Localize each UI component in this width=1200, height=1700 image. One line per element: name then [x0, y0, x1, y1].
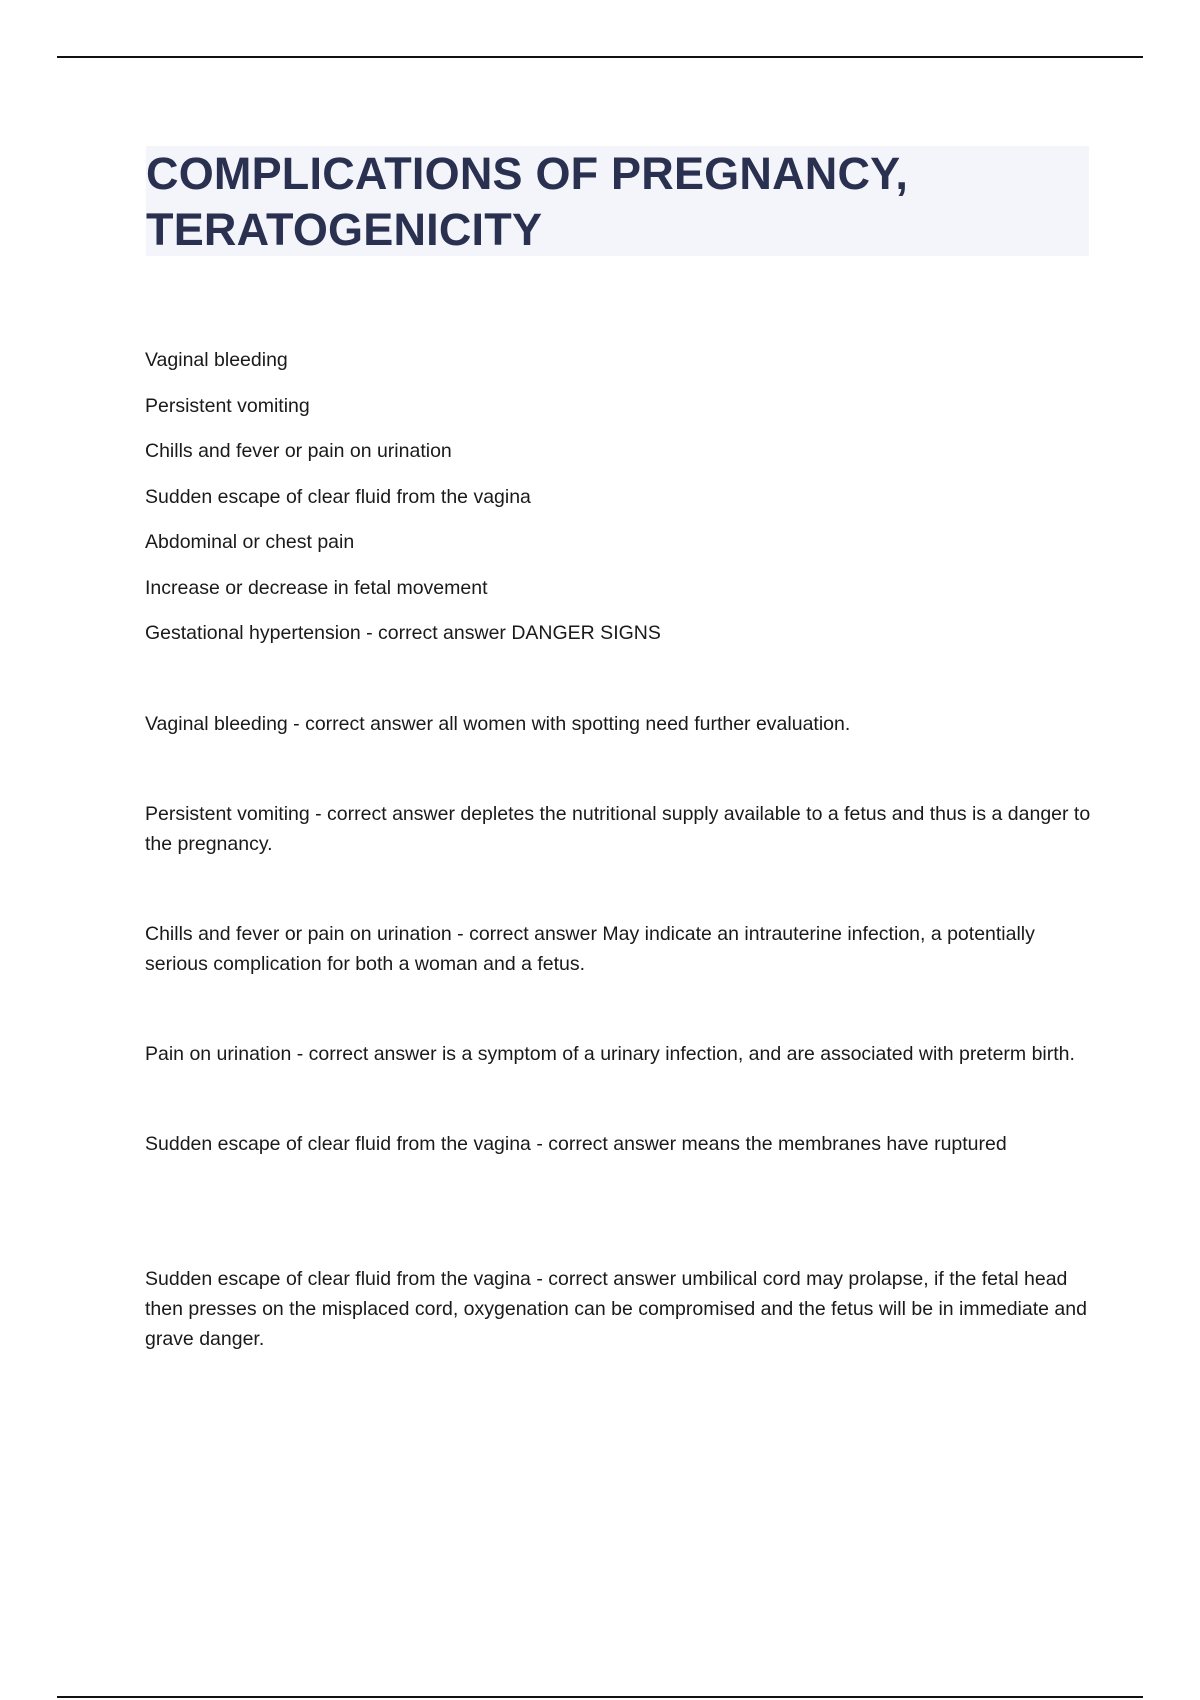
title-block: [146, 146, 1089, 256]
qa-paragraph: Chills and fever or pain on urination - correct answer May indicate an intrauterine infection, a potentially serious complication for both a woman and a fetus.: [145, 922, 1035, 975]
qa-paragraph: Sudden escape of clear fluid from the vagina - correct answer means the membranes have ruptured: [145, 1132, 1007, 1155]
list-item: Chills and fever or pain on urination: [145, 440, 452, 462]
list-item: Persistent vomiting: [145, 394, 310, 417]
qa-paragraph: Sudden escape of clear fluid from the vagina - correct answer umbilical cord may prolapse, if the fetal head then presses on the misplaced cord, oxygenation can be compromised and the fetus will be in immediate and grave danger.: [145, 1267, 1087, 1350]
qa-paragraph: Vaginal bleeding - correct answer all women with spotting need further evaluation.: [145, 712, 851, 735]
list-item: Vaginal bleeding: [145, 349, 288, 371]
danger-signs-list: [145, 345, 1095, 664]
list-item: Abdominal or chest pain: [145, 531, 355, 553]
list-item: Increase or decrease in fetal movement: [145, 576, 488, 599]
qa-paragraph: Persistent vomiting - correct answer depletes the nutritional supply available to a fetus and thus is a danger to the pregnancy.: [145, 802, 1091, 855]
qa-paragraph: Pain on urination - correct answer is a symptom of a urinary infection, and are associated with preterm birth.: [145, 1042, 1075, 1065]
top-divider: [57, 56, 1143, 58]
document-body: [145, 345, 1095, 1354]
qa-section: [145, 709, 1095, 1354]
bottom-divider: [57, 1696, 1143, 1698]
list-item: Sudden escape of clear fluid from the vagina: [145, 485, 531, 508]
list-item: Gestational hypertension - correct answer DANGER SIGNS: [145, 622, 661, 644]
page-title: COMPLICATIONS OF PREGNANCY, TERATOGENICITY: [146, 148, 909, 255]
